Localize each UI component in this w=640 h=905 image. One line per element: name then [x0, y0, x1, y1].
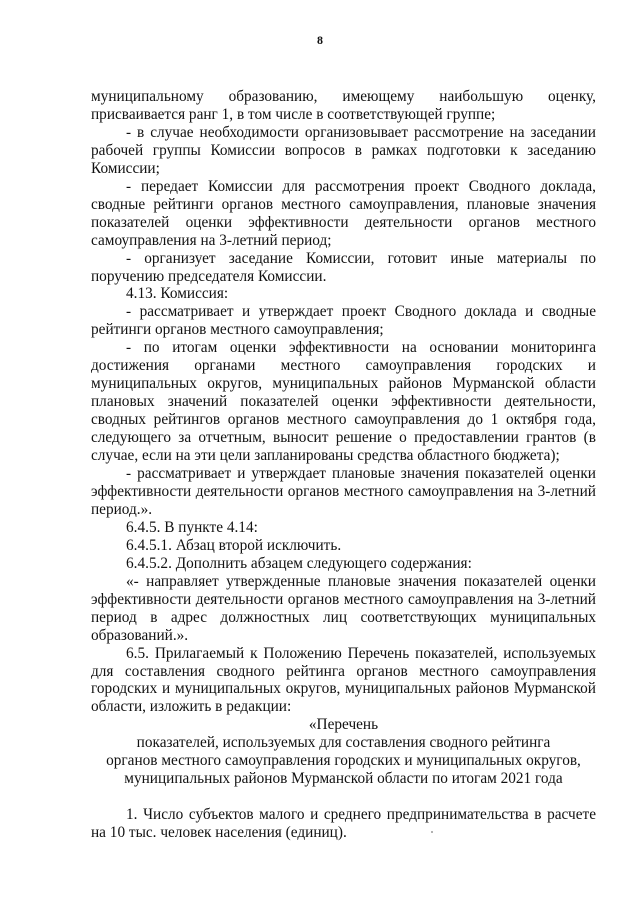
paragraph: «- направляет утвержденные плановые значения показателей оценки эффективности деятельности органов местного самоуправления на 3-летний период в адрес должностных лиц соответствующих муниципальных образований.». [91, 572, 596, 644]
scan-speck [431, 831, 433, 833]
list-heading-title: «Перечень [308, 716, 379, 734]
paragraph: - передает Комиссии для рассмотрения проект Сводного доклада, сводные рейтинги органов местного самоуправления, плановые значения показателей оценки эффективности деятельности органов местного самоуправления на 3-летний период; [91, 177, 596, 249]
paragraph: - рассматривает и утверждает проект Сводного доклада и сводные рейтинги органов местного самоуправления; [91, 303, 596, 339]
spacer [91, 788, 596, 806]
paragraph: - организует заседание Комиссии, готовит иные материалы по поручению председателя Комиссии. [91, 249, 596, 285]
page-number: 8 [317, 33, 323, 47]
list-item: 1. Число субъектов малого и среднего предпринимательства в расчете на 10 тыс. человек населения (единиц). [91, 806, 596, 842]
paragraph: 4.13. Комиссия: [126, 285, 229, 303]
paragraph: 6.4.5.2. Дополнить абзацем следующего содержания: [126, 554, 472, 572]
paragraph: муниципальному образованию, имеющему наибольшую оценку, присваивается ранг 1, в том числе в соответствующей группе; [91, 88, 596, 123]
list-heading-subtitle: показателей, используемых для составления сводного рейтинга органов местного самоуправления городских и муниципальных округов, муниципальных районов Мурманской области по итогам 2021 года [106, 734, 581, 788]
paragraph: - в случае необходимости организовывает рассмотрение на заседании рабочей группы Комиссии вопросов в рамках подготовки к заседанию Комиссии; [91, 123, 596, 177]
paragraph: 6.4.5. В пункте 4.14: [126, 518, 258, 536]
paragraph: 6.5. Прилагаемый к Положению Перечень показателей, используемых для составления сводного рейтинга органов местного самоуправления городских и муниципальных округов, муниципальных районов Мурманской области, изложить в редакции: [91, 644, 596, 716]
paragraph: - рассматривает и утверждает плановые значения показателей оценки эффективности деятельности органов местного самоуправления на 3-летний период.». [91, 465, 596, 518]
paragraph: - по итогам оценки эффективности на основании мониторинга достижения органами местного самоуправления городских и муниципальных округов, муниципальных районов Мурманской области плановых значений показателей оценки эффективности деятельности, сводных рейтингов органов местного самоуправления до 1 октября года, следующего за отчетным, выносит решение о предоставлении грантов (в случае, если на эти цели запланированы средства областного бюджета); [91, 339, 596, 465]
document-body [91, 88, 596, 842]
paragraph: 6.4.5.1. Абзац второй исключить. [126, 536, 342, 554]
list-heading [91, 716, 596, 788]
